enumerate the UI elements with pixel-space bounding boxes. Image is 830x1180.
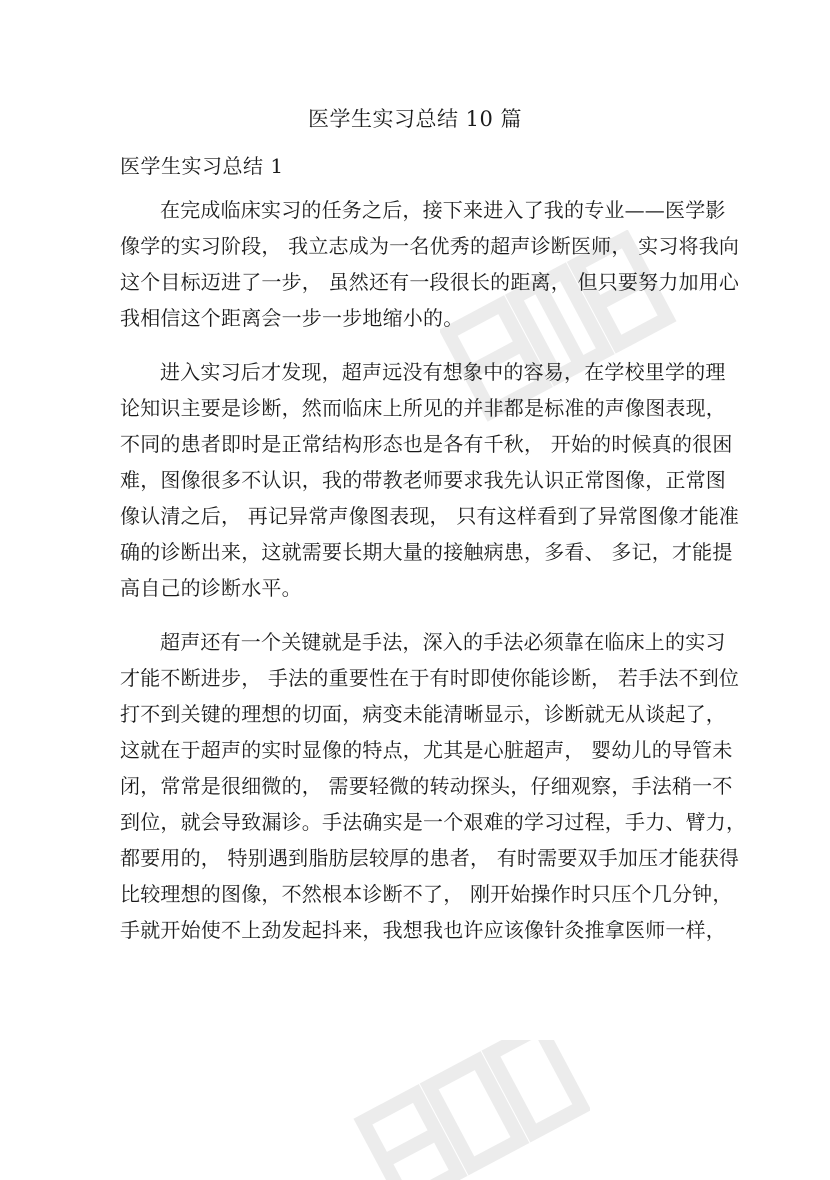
text-line: 进入实习后才发现，超声远没有想象中的容易，在学校里学的理 [160, 360, 726, 384]
watermark-logo [350, 1040, 590, 1180]
text-line: 像认清之后， 再记异常声像图表现， 只有这样看到了异常图像才能准 [120, 504, 740, 528]
section-heading: 医学生实习总结 1 [120, 154, 284, 178]
text-line: 像学的实习阶段， 我立志成为一名优秀的超声诊断医师， 实习将我向 [120, 234, 740, 258]
text-line: 到位，就会导致漏诊。手法确实是一个艰难的学习过程，手力、臂力， [120, 810, 747, 834]
text-line: 才能不断进步， 手法的重要性在于有时即使你能诊断， 若手法不到位 [120, 666, 740, 690]
paragraph [120, 354, 740, 606]
text-line: 不同的患者即时是正常结构形态也是各有千秋， 开始的时候真的很困 [120, 432, 733, 456]
paragraph [120, 624, 747, 948]
text-line: 超声还有一个关键就是手法，深入的手法必须靠在临床上的实习 [160, 630, 726, 654]
paragraph [120, 192, 740, 336]
text-line: 闭，常常是很细微的， 需要轻微的转动探头，仔细观察，手法稍一不 [120, 774, 733, 798]
text-line: 手就开始使不上劲发起抖来，我想我也许应该像针灸推拿医师一样， [120, 918, 726, 942]
text-line: 这个目标迈进了一步， 虽然还有一段很长的距离， 但只要努力加用心 [120, 270, 740, 294]
text-line: 高自己的诊断水平。 [120, 576, 302, 600]
text-line: 论知识主要是诊断，然而临床上所见的并非都是标准的声像图表现， [120, 396, 726, 420]
text-line: 比较理想的图像，不然根本诊断不了， 刚开始操作时只压个几分钟， [120, 882, 733, 906]
text-line: 打不到关键的理想的切面，病变未能清晰显示，诊断就无从谈起了， [120, 702, 726, 726]
text-line: 确的诊断出来，这就需要长期大量的接触病患，多看、 多记，才能提 [120, 540, 733, 564]
text-line: 都要用的， 特别遇到脂肪层较厚的患者， 有时需要双手加压才能获得 [120, 846, 740, 870]
text-line: 在完成临床实习的任务之后，接下来进入了我的专业——医学影 [160, 198, 726, 222]
document-body [120, 192, 747, 966]
text-line: 我相信这个距离会一步一步地缩小的。 [120, 306, 464, 330]
page-title: 医学生实习总结 10 篇 [307, 107, 523, 131]
text-line: 难，图像很多不认识，我的带教老师要求我先认识正常图像，正常图 [120, 468, 726, 492]
text-line: 这就在于超声的实时显像的特点，尤其是心脏超声， 婴幼儿的导管未 [120, 738, 733, 762]
